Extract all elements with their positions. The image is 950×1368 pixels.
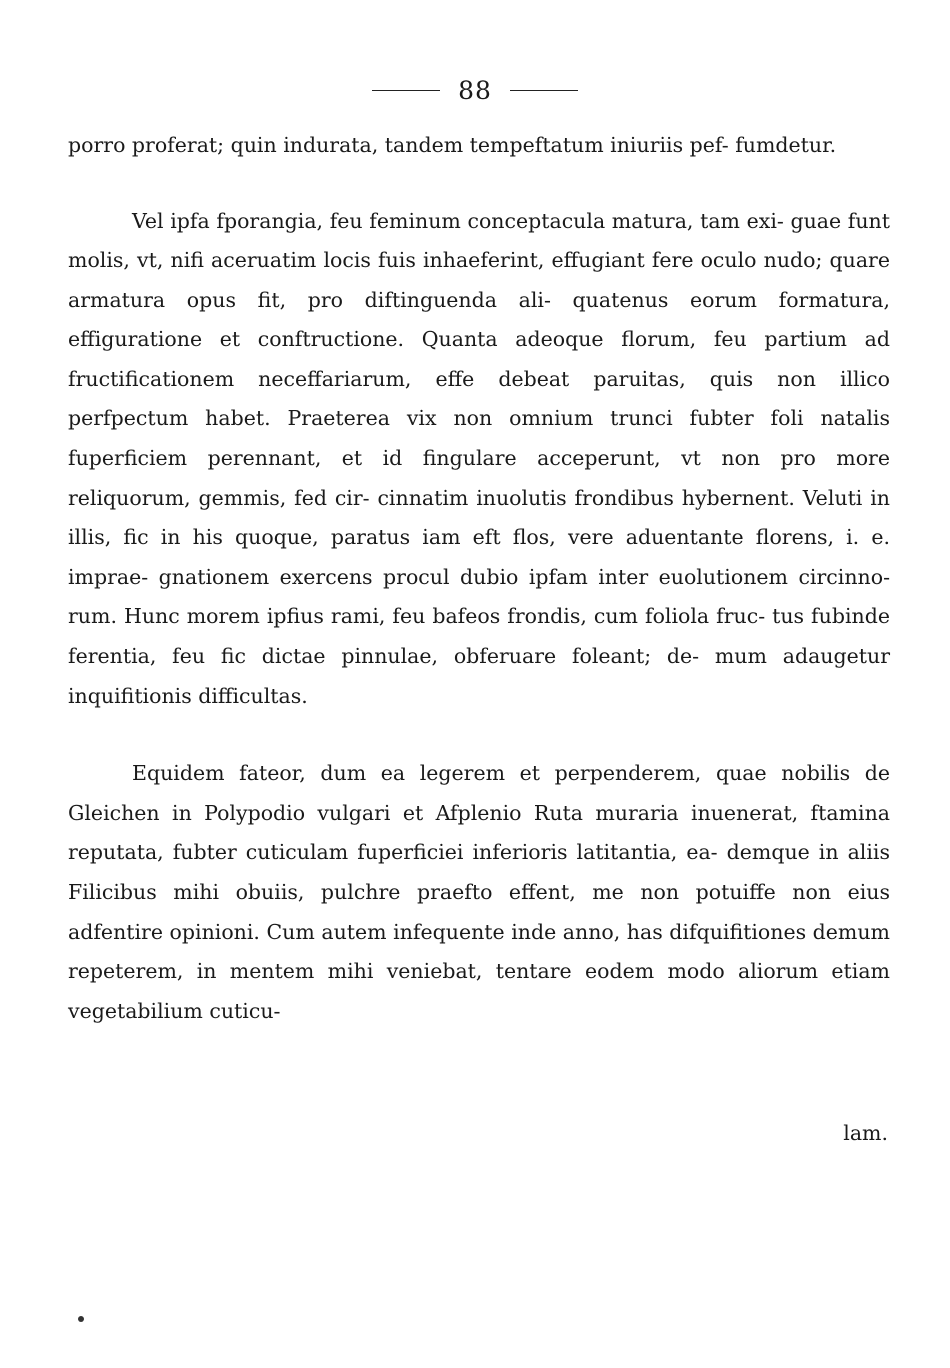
paragraph-2: Vel ipfa fporangia, feu feminum conceptacula matura, tam exi- guae funt molis, vt, nifi aceruatim locis fuis inhaeferint, effugiant fere oculo nudo; quare armatura opus fit, pro diftinguenda ali- quatenus eorum formatura, effiguratione et conftructione. Quanta adeoque florum, feu partium ad fructificationem neceffariarum, effe debeat paruitas, quis non illico perfpectum habet. Praeterea vix non omnium trunci fubter foli natalis fuperficiem perennant, et id fingulare acceperunt, vt non pro more reliquorum, gemmis, fed cir- cinnatim inuolutis frondibus hybernent. Veluti in illis, fic in his quoque, paratus iam eft flos, vere aduentante florens, i. e. imprae- gnationem exercens procul dubio ipfam inter euolutionem circinno- rum. Hunc morem ipfius rami, feu bafeos frondis, cum foliola fruc- tus fubinde ferentia, feu fic dictae pinnulae, obferuare foleant; de- mum adaugetur inquifitionis difficultas.	[68, 208, 890, 708]
header-rule-left	[372, 90, 440, 91]
paragraph-1: porro proferat; quin indurata, tandem tempeftatum iniuriis pef- fumdetur.	[68, 133, 837, 157]
page-header	[0, 70, 950, 110]
page-number: 88	[458, 75, 492, 105]
body-text	[68, 126, 890, 1031]
header-rule-right	[510, 90, 578, 91]
ink-speck	[78, 1316, 84, 1322]
paragraph-3: Equidem fateor, dum ea legerem et perpenderem, quae nobilis de Gleichen in Polypodio vulgari et Afplenio Ruta muraria inuenerat, ftamina reputata, fubter cuticulam fuperficiei inferioris latitantia, ea- demque in aliis Filicibus mihi obuiis, pulchre praefto effent, me non potuiffe non eius adfentire opinioni. Cum autem infequente inde anno, has difquifitiones demum repeterem, in mentem mihi veniebat, tentare eodem modo aliorum etiam vegetabilium cuticu-	[68, 761, 890, 1023]
catchword: lam.	[843, 1121, 888, 1145]
